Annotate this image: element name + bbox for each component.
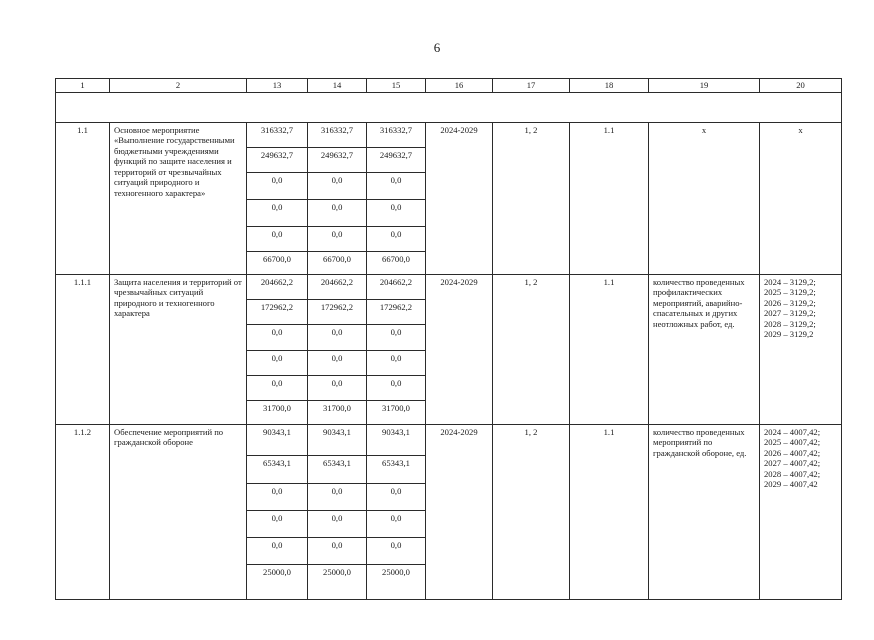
period-cell: 2024-2029 — [426, 425, 493, 600]
target-value: 2028 – 4007,42; — [764, 468, 821, 479]
amount-cell: 0,0 — [247, 227, 308, 252]
amount-cell: 0,0 — [367, 173, 426, 200]
amount-cell: 0,0 — [247, 484, 308, 511]
target-value: 2029 – 4007,42 — [764, 479, 818, 490]
amount-cell: 316332,7 — [367, 123, 426, 148]
amount-cell: 204662,2 — [247, 275, 308, 300]
amount-cell: 0,0 — [367, 511, 426, 538]
amount-cell: 316332,7 — [308, 123, 367, 148]
indicator-cell: количество проведенных профилактических мероприятий, аварийно-спасательных и других неотложных работ, ед. — [649, 275, 760, 425]
page-number: 6 — [433, 40, 441, 55]
program-table — [55, 78, 842, 600]
amount-cell: 204662,2 — [367, 275, 426, 300]
amount-cell: 0,0 — [247, 538, 308, 565]
amount-cell: 0,0 — [247, 351, 308, 376]
column-header: 18 — [570, 79, 649, 93]
amount-cell: 172962,2 — [247, 300, 308, 325]
amount-cell: 0,0 — [367, 227, 426, 252]
table-row — [56, 425, 842, 456]
amount-cell: 0,0 — [247, 511, 308, 538]
amount-cell: 90343,1 — [308, 425, 367, 456]
column-header: 17 — [493, 79, 570, 93]
target-value: х — [798, 125, 803, 135]
column-header: 16 — [426, 79, 493, 93]
item-name: Основное мероприятие «Выполнение государственными бюджетными учреждениями функций по защите населения и территорий от чрезвычайных ситуаций природного и техногенного характера» — [110, 123, 247, 275]
section-row — [56, 93, 842, 123]
column-header: 2 — [110, 79, 247, 93]
target-values-cell — [760, 425, 842, 600]
target-value: 2026 – 3129,2; — [764, 297, 816, 308]
item-number: 1.1 — [56, 123, 110, 275]
amount-cell: 0,0 — [308, 351, 367, 376]
column-header: 15 — [367, 79, 426, 93]
item-number: 1.1.1 — [56, 275, 110, 425]
target-value: 2024 – 3129,2; — [764, 277, 816, 287]
amount-cell: 0,0 — [247, 200, 308, 227]
amount-cell: 90343,1 — [367, 425, 426, 456]
amount-cell: 65343,1 — [367, 456, 426, 484]
target-value: 2025 – 4007,42; — [764, 437, 821, 448]
amount-cell: 0,0 — [308, 376, 367, 401]
indicator-cell: х — [649, 123, 760, 275]
target-value: 2025 – 3129,2; — [764, 287, 816, 298]
amount-cell: 0,0 — [308, 325, 367, 351]
period-cell: 2024-2029 — [426, 123, 493, 275]
amount-cell: 0,0 — [367, 351, 426, 376]
amount-cell: 0,0 — [367, 484, 426, 511]
column-17-cell: 1, 2 — [493, 425, 570, 600]
target-value: 2029 – 3129,2 — [764, 329, 814, 340]
target-values-cell — [760, 123, 842, 275]
amount-cell: 0,0 — [308, 511, 367, 538]
amount-cell: 65343,1 — [247, 456, 308, 484]
section-cell — [56, 93, 842, 123]
column-18-cell: 1.1 — [570, 275, 649, 425]
amount-cell: 0,0 — [308, 173, 367, 200]
amount-cell: 172962,2 — [308, 300, 367, 325]
amount-cell: 25000,0 — [308, 565, 367, 600]
target-value: 2026 – 4007,42; — [764, 447, 821, 458]
table-row — [56, 123, 842, 148]
column-header: 13 — [247, 79, 308, 93]
amount-cell: 66700,0 — [247, 252, 308, 275]
target-value: 2028 – 3129,2; — [764, 318, 816, 329]
amount-cell: 0,0 — [367, 538, 426, 565]
amount-cell: 0,0 — [308, 538, 367, 565]
amount-cell: 25000,0 — [367, 565, 426, 600]
amount-cell: 0,0 — [308, 227, 367, 252]
amount-cell: 31700,0 — [367, 401, 426, 425]
item-name: Защита населения и территорий от чрезвычайных ситуаций природного и техногенного характера — [110, 275, 247, 425]
amount-cell: 0,0 — [367, 376, 426, 401]
amount-cell: 66700,0 — [367, 252, 426, 275]
column-header: 20 — [760, 79, 842, 93]
target-value: 2027 – 3129,2; — [764, 308, 816, 319]
amount-cell: 31700,0 — [308, 401, 367, 425]
amount-cell: 249632,7 — [247, 148, 308, 173]
amount-cell: 0,0 — [247, 173, 308, 200]
column-17-cell: 1, 2 — [493, 275, 570, 425]
amount-cell: 90343,1 — [247, 425, 308, 456]
column-18-cell: 1.1 — [570, 425, 649, 600]
amount-cell: 0,0 — [367, 325, 426, 351]
target-value: 2027 – 4007,42; — [764, 458, 821, 469]
amount-cell: 249632,7 — [308, 148, 367, 173]
amount-cell: 31700,0 — [247, 401, 308, 425]
target-values-cell — [760, 275, 842, 425]
amount-cell: 0,0 — [247, 376, 308, 401]
amount-cell: 316332,7 — [247, 123, 308, 148]
table-row — [56, 275, 842, 300]
amount-cell: 66700,0 — [308, 252, 367, 275]
column-17-cell: 1, 2 — [493, 123, 570, 275]
amount-cell: 65343,1 — [308, 456, 367, 484]
amount-cell: 172962,2 — [367, 300, 426, 325]
column-header: 1 — [56, 79, 110, 93]
amount-cell: 0,0 — [367, 200, 426, 227]
column-header: 14 — [308, 79, 367, 93]
amount-cell: 0,0 — [308, 200, 367, 227]
item-name: Обеспечение мероприятий по гражданской обороне — [110, 425, 247, 600]
period-cell: 2024-2029 — [426, 275, 493, 425]
target-value: 2024 – 4007,42; — [764, 427, 821, 437]
item-number: 1.1.2 — [56, 425, 110, 600]
column-number-row — [56, 79, 842, 93]
amount-cell: 204662,2 — [308, 275, 367, 300]
column-18-cell: 1.1 — [570, 123, 649, 275]
column-header: 19 — [649, 79, 760, 93]
amount-cell: 25000,0 — [247, 565, 308, 600]
amount-cell: 249632,7 — [367, 148, 426, 173]
amount-cell: 0,0 — [308, 484, 367, 511]
indicator-cell: количество проведенных мероприятий по гражданской обороне, ед. — [649, 425, 760, 600]
amount-cell: 0,0 — [247, 325, 308, 351]
